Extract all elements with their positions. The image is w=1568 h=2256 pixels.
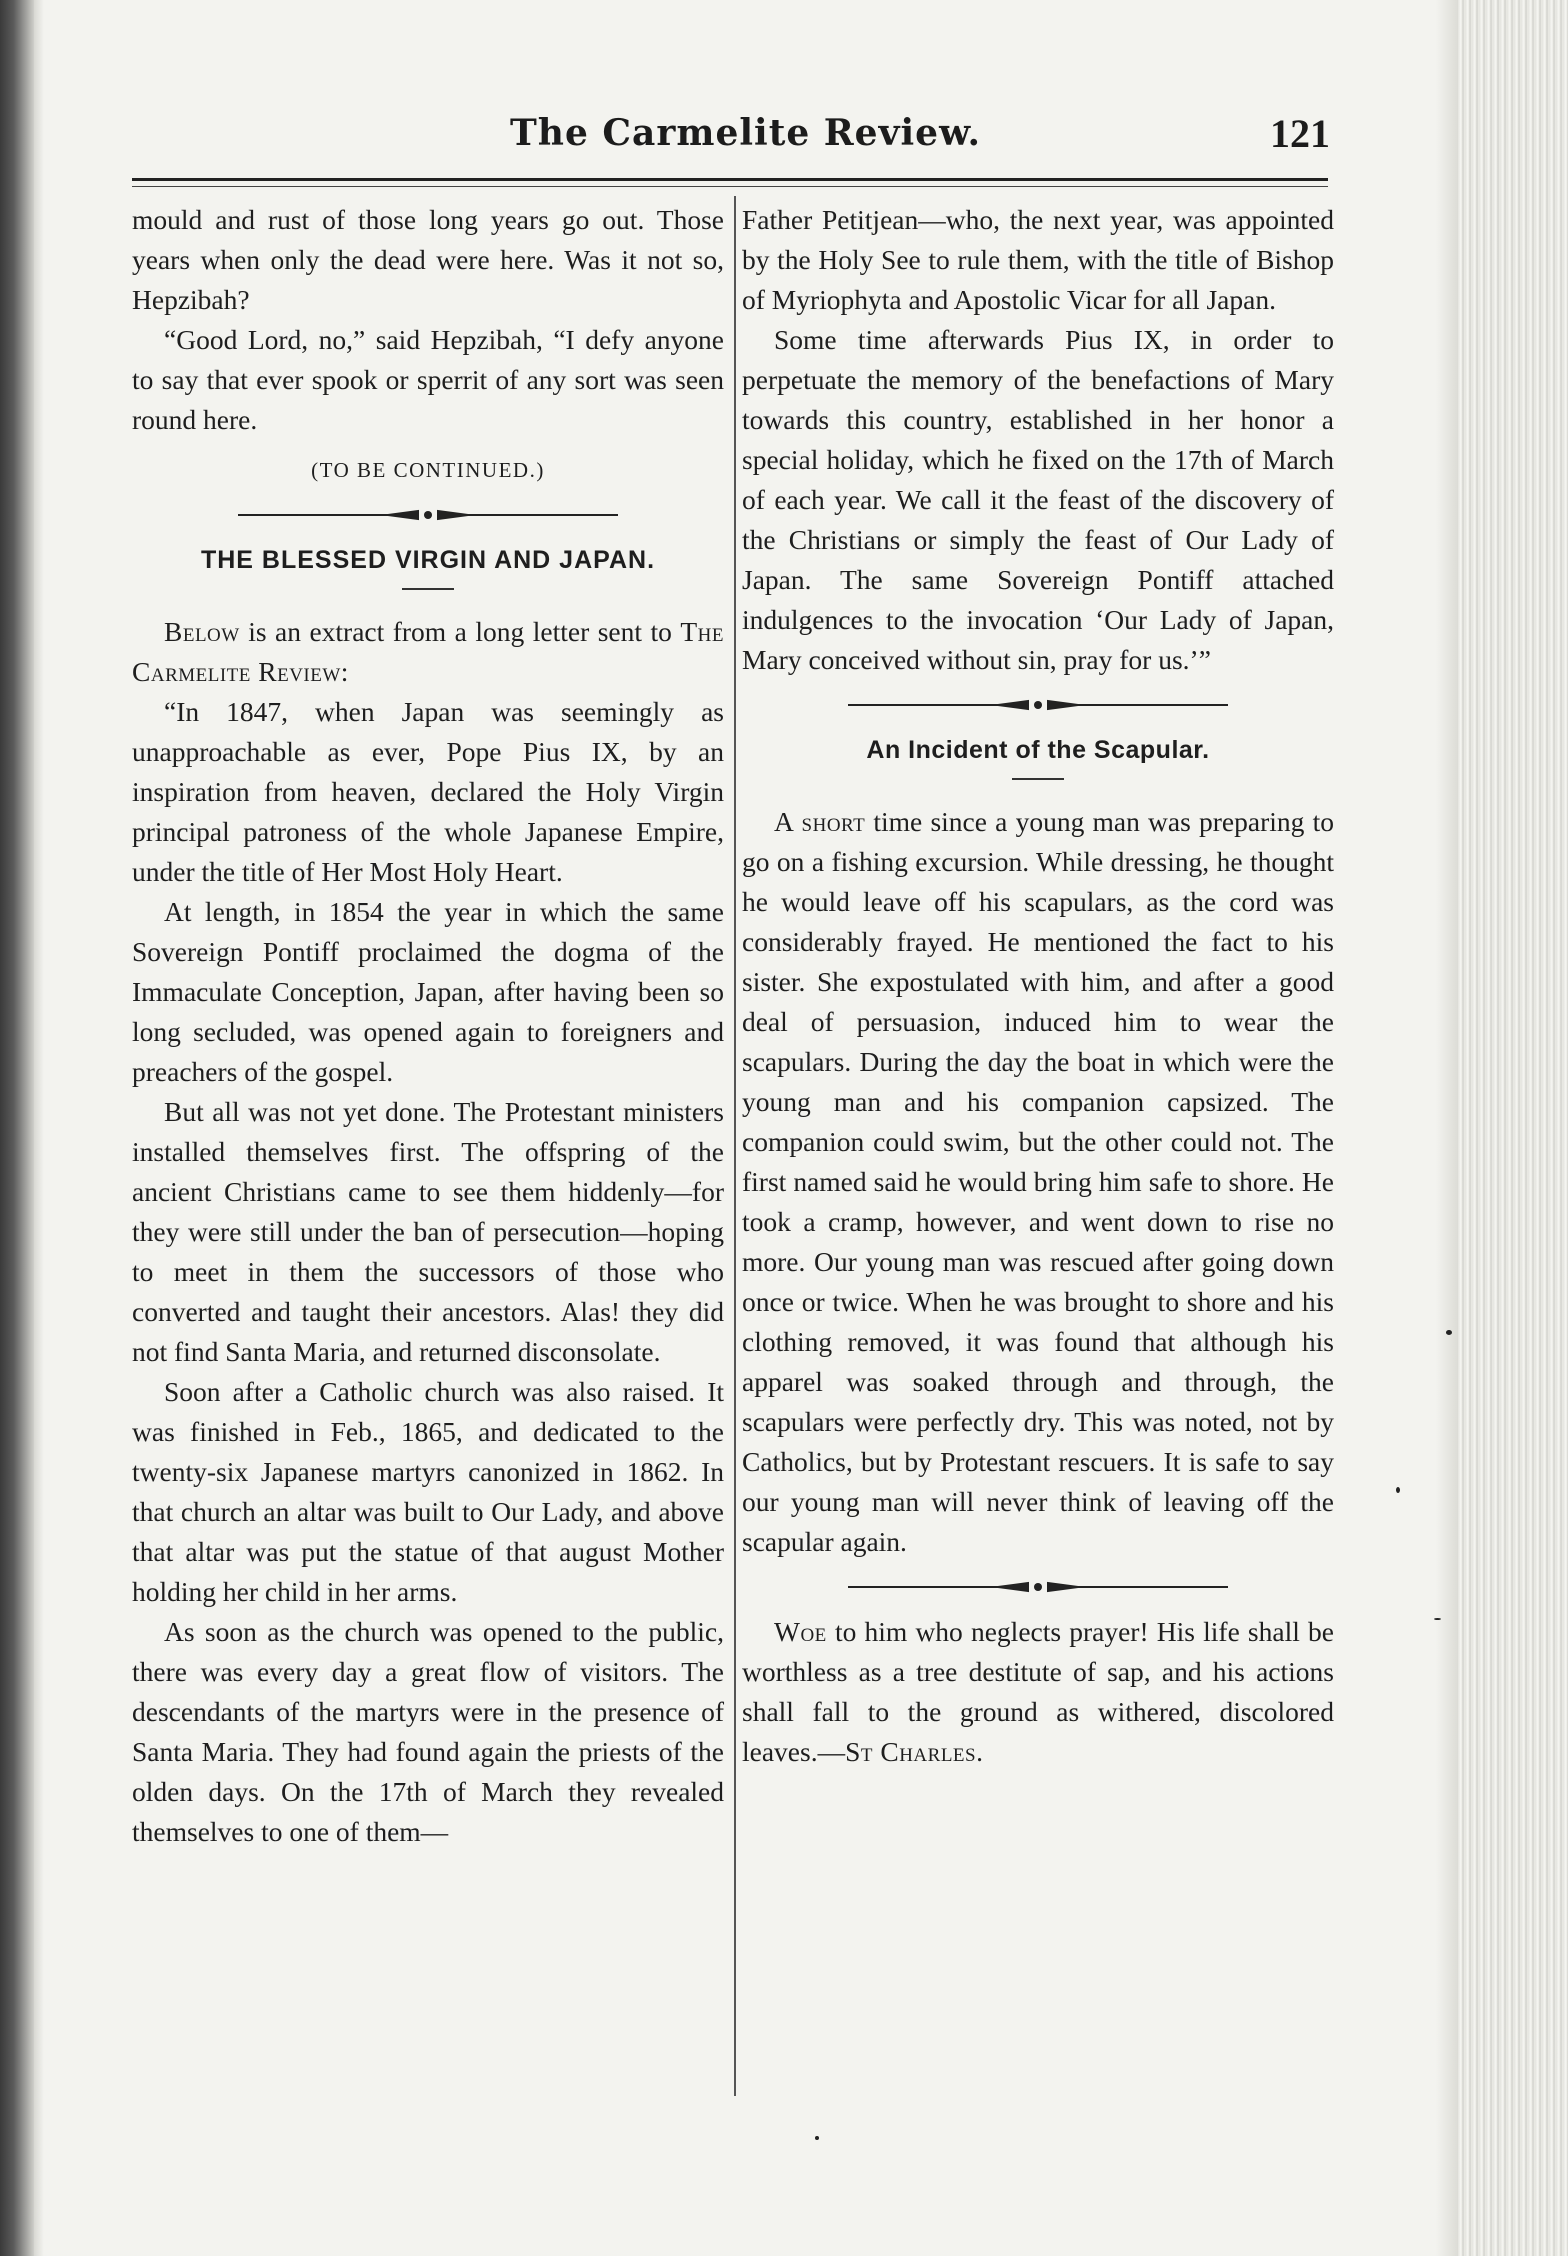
- article-title: THE BLESSED VIRGIN AND JAPAN.: [200, 546, 656, 574]
- section-ornament: [848, 698, 1228, 712]
- body-paragraph: Some time afterwards Pius IX, in order to perpetuate the memory of the benefactions of Mary towards this country, established in her honor a special holiday, which he fixed on the 17th of March of each year. We call it the feast of the discovery of the Christians or simply the feast of Our Lady of Japan. The same Sovereign Pontiff attached indulgences to the invocation ‘Our Lady of Japan, Mary conceived without sin, pray for us.’”: [742, 324, 1334, 675]
- intro-end: :: [340, 656, 349, 687]
- intro-text: is an extract from a long letter sent to: [239, 616, 681, 647]
- left-column: [132, 200, 724, 1852]
- running-title: The Carmelite Review.: [510, 112, 981, 154]
- section-ornament: [238, 508, 618, 522]
- fore-edge-shadow: [1436, 0, 1458, 2256]
- scan-speck: [1434, 1618, 1441, 1620]
- scapular-paragraph: [742, 802, 1334, 1562]
- article-title: An Incident of the Scapular.: [866, 736, 1210, 764]
- fore-edge-pages: [1458, 0, 1568, 2256]
- quote-lead: Woe: [774, 1616, 827, 1647]
- page-header: [130, 110, 1330, 170]
- continuation-paragraph: mould and rust of those long years go out. Those years when only the dead were here. Was it not so, Hepzibah?: [132, 204, 724, 315]
- body-paragraph: “In 1847, when Japan was seemingly as unapproachable as ever, Pope Pius IX, by an inspiration from heaven, declared the Holy Virgin principal patroness of the whole Japanese Empire, under the title of Her Most Holy Heart.: [132, 696, 724, 887]
- binding-shadow: [34, 0, 44, 2256]
- quote-attribution: St Charles.: [845, 1736, 984, 1767]
- body-paragraph: At length, in 1854 the year in which the same Sovereign Pontiff proclaimed the dogma of the Immaculate Conception, Japan, after having been so long secluded, was opened again to foreigners and preachers of the gospel.: [132, 896, 724, 1087]
- intro-paragraph: [132, 612, 724, 692]
- scan-speck: [1446, 1330, 1452, 1335]
- page-number: 121: [1270, 111, 1330, 156]
- scan-speck: [1396, 1487, 1400, 1493]
- body-paragraph: But all was not yet done. The Protestant ministers installed themselves first. The offspring of the ancient Christians came to see them hiddenly—for they were still under the ban of persecution—hoping to meet in them the successors of those who converted and taught their ancestors. Alas! they did not find Santa Maria, and returned disconsolate.: [132, 1096, 724, 1367]
- header-rule: [132, 178, 1328, 187]
- title-rule: [1012, 778, 1064, 780]
- section-ornament: [848, 1580, 1228, 1594]
- title-rule: [402, 588, 454, 590]
- continuation-paragraph: “Good Lord, no,” said Hepzibah, “I defy anyone to say that ever spook or sperrit of any sort was seen round here.: [132, 324, 724, 435]
- scan-speck: [815, 2136, 819, 2140]
- right-column: [742, 200, 1334, 1772]
- body-paragraph: Father Petitjean—who, the next year, was appointed by the Holy See to rule them, with the title of Bishop of Myriophyta and Apostolic Vicar for all Japan.: [742, 204, 1334, 315]
- intro-lead: Below: [164, 616, 240, 647]
- scapular-lead: A short: [774, 806, 866, 837]
- quote-paragraph: [742, 1612, 1334, 1772]
- column-divider: [734, 196, 736, 2096]
- body-paragraph: As soon as the church was opened to the public, there was every day a great flow of visitors. The descendants of the martyrs were in the presence of Santa Maria. They had found again the priests of the olden days. On the 17th of March they revealed themselves to one of them—: [132, 1616, 724, 1847]
- to-be-continued: (TO BE CONTINUED.): [311, 458, 545, 482]
- body-paragraph: Soon after a Catholic church was also raised. It was finished in Feb., 1865, and dedicated to the twenty-six Japanese martyrs canonized in 1862. In that church an altar was built to Our Lady, and above that altar was put the statue of that august Mother holding her child in her arms.: [132, 1376, 724, 1607]
- scapular-text: time since a young man was preparing to go on a fishing excursion. While dressing, he thought he would leave off his scapulars, as the cord was considerably frayed. He mentioned the fact to his sister. She expostulated with him, and after a good deal of persuasion, induced him to wear the scapulars. During the day the boat in which were the young man and his companion capsized. The companion could swim, but the other could not. The first named said he would bring him safe to shore. He took a cramp, however, and went down to rise no more. Our young man was rescued after going down once or twice. When he was brought to shore and his clothing removed, it was found that although his apparel was soaked through and through, the scapulars were perfectly dry. This was noted, not by Catholics, but by Protestant rescuers. It is safe to say our young man will never think of leaving off the scapular again.: [742, 806, 1334, 1557]
- quote-text: to him who neglects prayer! His life shall be worthless as a tree destitute of sap, and his actions shall fall to the ground as withered, discolored leaves.—: [742, 1616, 1334, 1767]
- magazine-name: The Carmelite Review: [132, 616, 724, 687]
- binding-edge: [0, 0, 34, 2256]
